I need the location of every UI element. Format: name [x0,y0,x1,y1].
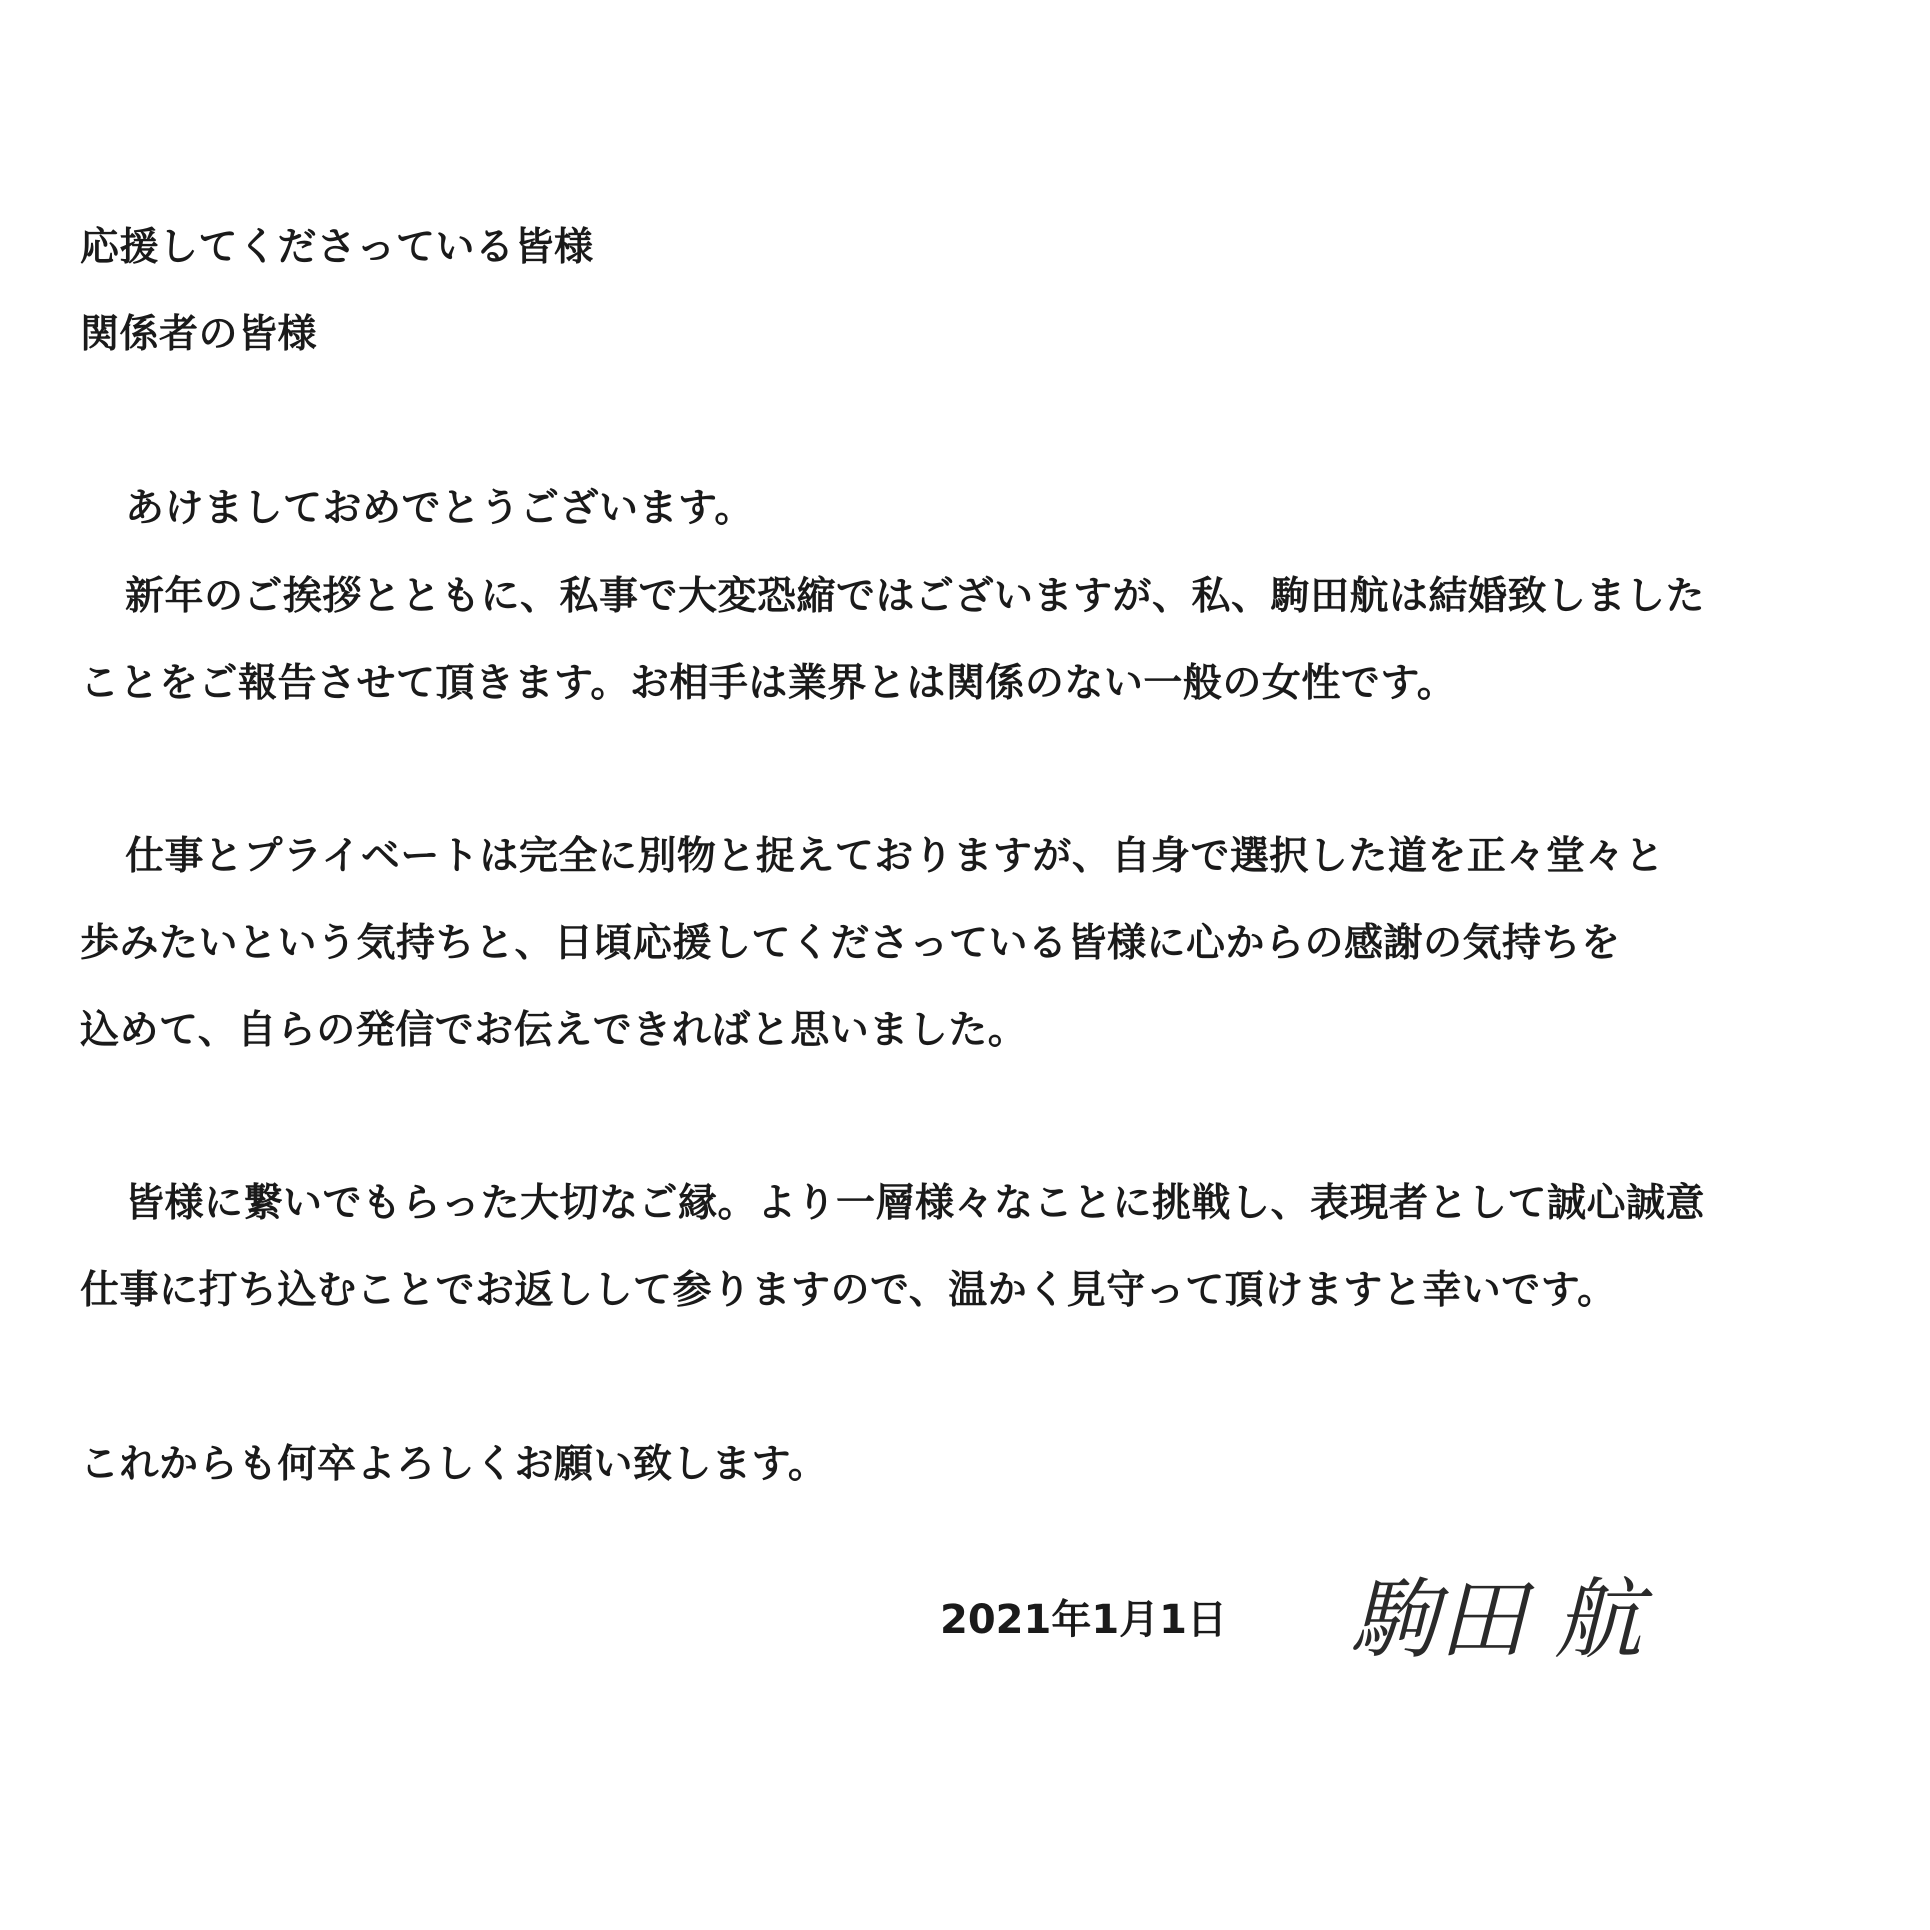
announcement-line-2: ことをご報告させて頂きます。お相手は業界とは関係のない一般の女性です。 [80,661,1457,706]
salutation-supporters: 応援してくださっている皆様 [80,225,594,270]
reason-line-1: 仕事とプライベートは完全に別物と捉えておりますが、自身で選択した道を正々堂々と [125,834,1665,879]
announcement-line-1: 新年のご挨拶とともに、私事で大変恐縮ではございますが、私、駒田航は結婚致しました [125,574,1706,619]
letter-date: 2021年1月1日 [940,1597,1227,1643]
commitment-line-1: 皆様に繋いでもらった大切なご縁。より一層様々なことに挑戦し、表現者として誠心誠意 [125,1181,1706,1226]
salutation-stakeholders: 関係者の皆様 [80,312,318,357]
signature-text: 駒田 航 [1350,1568,1642,1671]
handwritten-signature [1340,1555,1760,1695]
closing-line: これからも何卒よろしくお願い致します。 [80,1442,828,1487]
reason-line-3: 込めて、自らの発信でお伝えできればと思いました。 [80,1008,1028,1053]
greeting-line: あけましておめでとうございます。 [125,486,754,531]
reason-line-2: 歩みたいという気持ちと、日頃応援してくださっている皆様に心からの感謝の気持ちを [80,921,1621,966]
commitment-line-2: 仕事に打ち込むことでお返しして参りますので、温かく見守って頂けますと幸いです。 [80,1268,1617,1313]
